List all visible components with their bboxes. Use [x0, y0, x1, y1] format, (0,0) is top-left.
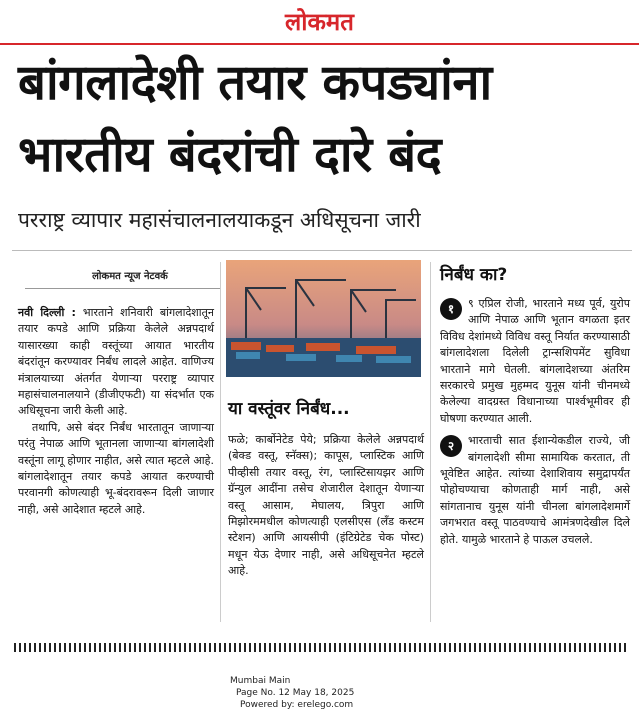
reason-point-1 [440, 296, 630, 427]
masthead-rule [0, 43, 639, 45]
reasons-column [440, 296, 630, 548]
page-end-barcode-rule [14, 643, 626, 652]
point-text-2: भारताची सात ईशान्येकडील राज्ये, जी बांगलादेशी सीमा सामायिक करतात, ती भूवेष्टित आहेत. त्यांच्या देशाशिवाय समुद्रापर्यंत पोहोचण्याचा कोणताही मार्ग नाही, असे सांगतानाच युनूस यांनी चीनला बांगलादेशमार्गे जगभरात वस्तू पाठवण्याचे आमंत्रणदेखील दिले होते. यामुळे भारताने हे पाऊल उचलले. [440, 434, 630, 546]
byline: लोकमत न्यूज नेटवर्क [92, 271, 168, 282]
powered-by: Powered by: erelego.com [240, 700, 354, 710]
column-divider-2 [430, 262, 431, 622]
point-number-1: १ [440, 298, 462, 320]
port-cranes-photo [226, 260, 421, 377]
reason-point-2 [440, 433, 630, 548]
paragraph-1 [18, 305, 214, 420]
subheadline: परराष्ट्र व्यापार महासंचालनालयाकडून अधिसूचना जारी [18, 208, 421, 232]
why-heading: निर्बंध का? [440, 265, 508, 285]
box-heading: या वस्तूंवर निर्बंध... [228, 399, 350, 419]
point-number-2: २ [440, 435, 462, 457]
headline-line-2: भारतीय बंदरांची दारे बंद [18, 126, 442, 183]
byline-divider [25, 288, 220, 289]
restricted-items-text: फळे; कार्बोनेटेड पेये; प्रक्रिया केलेले अन्नपदार्थ (बेक्ड वस्तू, स्नॅक्स); कापूस, प्लास्टिक आणि पीव्हीसी तयार वस्तू, रंग, प्लास्टिसायझर आणि ग्रॅन्युल आदींना तसेच शेजारील देशातून येणाऱ्या वस्तू आसाम, मेघालय, त्रिपुरा आणि मिझोरममधील कोणत्याही एलसीएस (लँड कस्टम स्टेशन) आणि आयसीपी (इंटिग्रेटेड चेक पोस्ट) मधून येऊ देणार नाही, असे अधिसूचनेत म्हटले आहे. [228, 433, 424, 578]
headline-line-1: बांगलादेशी तयार कपड्यांना [18, 54, 492, 111]
edition-name: Mumbai Main [230, 676, 291, 686]
lokmat-logo: लोकमत [285, 7, 354, 36]
article-column-1 [18, 305, 214, 518]
dateline: नवी दिल्ली : [18, 306, 76, 319]
point-text-1: ९ एप्रिल रोजी, भारताने मध्य पूर्व, युरोप आणि नेपाळ आणि भूतान वगळता इतर विविध देशांमध्ये विविध वस्तू निर्यात करण्यासाठी बांगलादेशला दिलेली ट्रान्सशिपमेंट सुविधा भारताने मागे घेतली. बांगलादेशच्या अंतरिम सरकारचे प्रमुख मुहम्मद युनूस यांनी चीनमध्ये केलेल्या वादग्रस्त विधानाच्या पार्श्वभूमीवर ही घोषणा करण्यात आली. [440, 297, 630, 425]
footer [230, 675, 410, 711]
paragraph-2: तथापि, असे बंदर निर्बंध भारतातून जाणाऱ्या परंतु नेपाळ आणि भूतानला जाणाऱ्या बांगलादेशी वस्तूंना लागू होणार नाहीत, असे त्यात म्हटले आहे. बांगलादेशातून तयार कपडे आयात करण्याची परवानगी कोणत्याही भू-बंदरावरून दिली जाणार नाही, असे आदेशात म्हटले आहे. [18, 420, 214, 516]
subheadline-divider [12, 250, 632, 251]
paragraph-1-text: भारताने शनिवारी बांगलादेशातून तयार कपडे आणि प्रक्रिया केलेले अन्नपदार्थ यासारख्या काही वस्तूंच्या आयात भारतीय बंदरांतून करण्यावर निर्बंध लादले आहेत. वाणिज्य मंत्रालयाच्या अंतर्गत येणाऱ्या परराष्ट्र व्यापार महासंचालनालयाने (डीजीएफटी) या संदर्भात एक अधिसूचना जारी केली आहे. [18, 306, 214, 418]
column-divider-1 [220, 262, 221, 622]
port-cranes-illustration [226, 260, 421, 377]
page-info: Page No. 12 May 18, 2025 [236, 688, 355, 698]
